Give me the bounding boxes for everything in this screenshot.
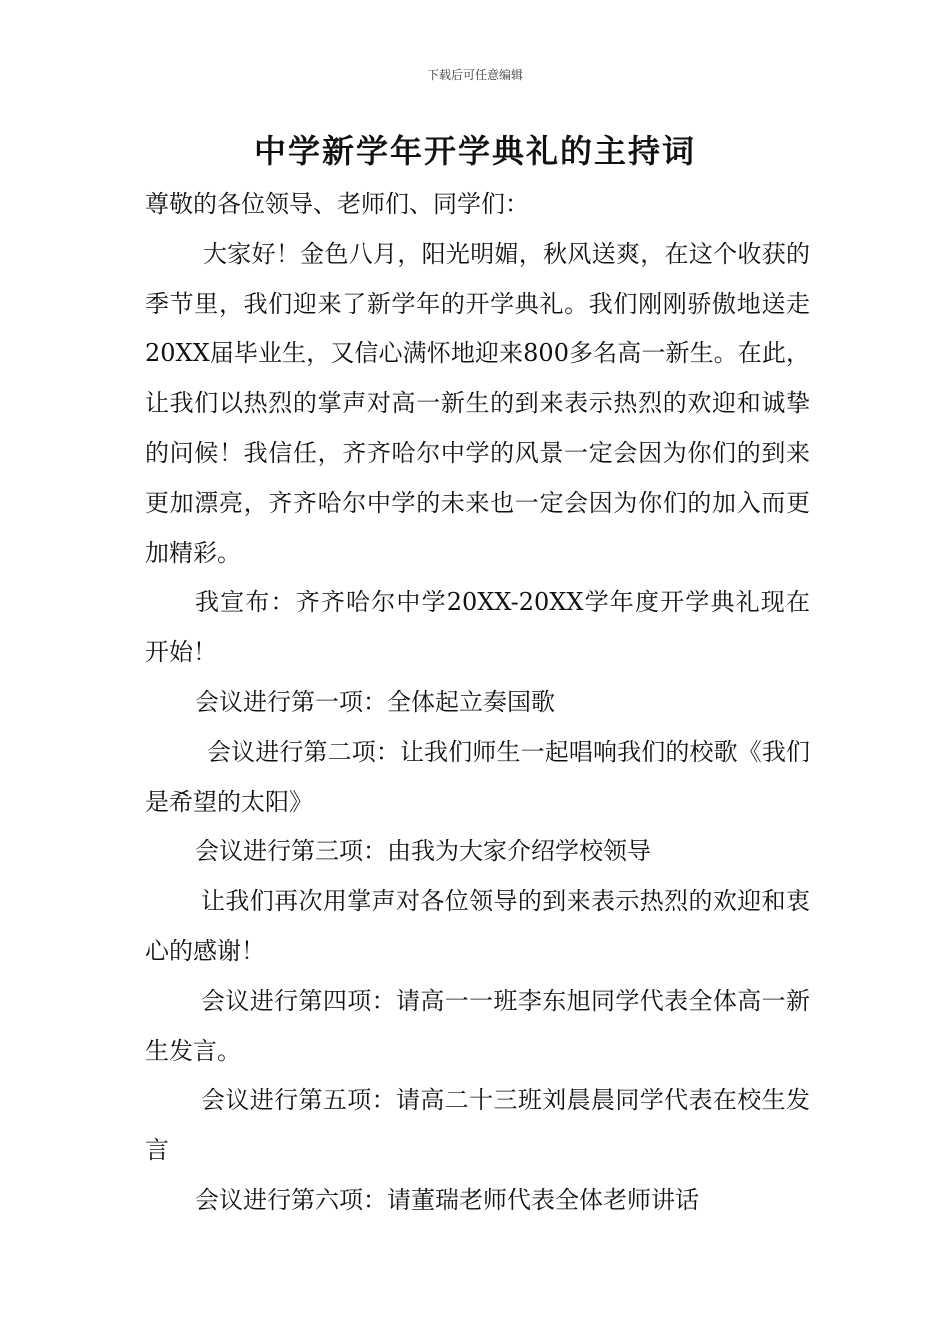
paragraph-agenda-item: 会议进行第四项：请高一一班李东旭同学代表全体高一新生发言。 xyxy=(145,986,810,1065)
page-header-note: 下载后可任意编辑 xyxy=(426,68,523,82)
paragraph-welcome: 大家好！金色八月，阳光明媚，秋风送爽，在这个收获的季节里，我们迎来了新学年的开学典礼。我们刚刚骄傲地送走20XX届毕业生，又信心满怀地迎来800多名高一新生。在此，让我们以热烈的掌声对高一新生的到来表示热烈的欢迎和诚挚的问候！我信任，齐齐哈尔中学的风景一定会因为你们的到来更加漂亮，齐齐哈尔中学的未来也一定会因为你们的加入而更加精彩。 xyxy=(145,239,810,567)
paragraph-agenda-item: 会议进行第三项：由我为大家介绍学校领导 xyxy=(195,837,651,866)
paragraph-agenda-item: 会议进行第六项：请董瑞老师代表全体老师讲话 xyxy=(195,1185,699,1214)
document-title: 中学新学年开学典礼的主持词 xyxy=(253,132,696,170)
paragraph-agenda-item: 会议进行第一项：全体起立奏国歌 xyxy=(195,687,555,716)
paragraph-agenda-item: 会议进行第五项：请高二十三班刘晨晨同学代表在校生发言 xyxy=(145,1086,810,1165)
paragraph-thanks: 让我们再次用掌声对各位领导的到来表示热烈的欢迎和衷心的感谢！ xyxy=(145,887,810,965)
paragraph-announcement: 我宣布：齐齐哈尔中学20XX-20XX学年度开学典礼现在开始！ xyxy=(145,588,810,667)
document-body xyxy=(145,180,810,1226)
paragraph-agenda-item: 会议进行第二项：让我们师生一起唱响我们的校歌《我们是希望的太阳》 xyxy=(145,737,810,816)
salutation: 尊敬的各位领导、老师们、同学们： xyxy=(145,190,529,218)
